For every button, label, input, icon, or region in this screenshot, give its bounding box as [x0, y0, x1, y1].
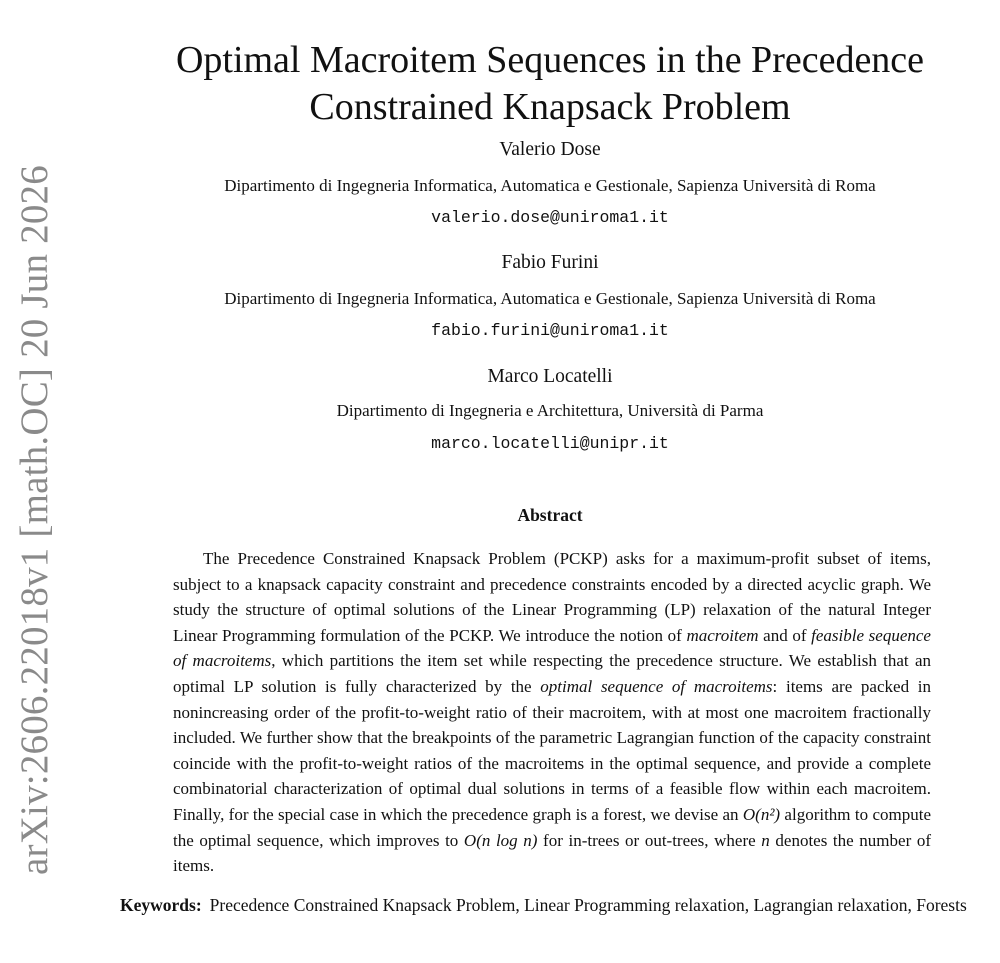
complexity-formula: O(n²)	[742, 804, 781, 824]
paper-title	[120, 37, 980, 131]
author-email: valerio.dose@uniroma1.it	[431, 208, 669, 227]
abstract-text: for in-trees or out-trees, where	[537, 830, 762, 850]
paper-title-line-2: Constrained Knapsack Problem	[309, 86, 791, 129]
abstract-heading: Abstract	[517, 505, 583, 525]
abstract-text: , which partitions the item set while respecting the precedence structure. We establish that an optimal LP solution is fully characterized by the	[173, 651, 931, 696]
keywords-list: Precedence Constrained Knapsack Problem, Linear Programming relaxation, Lagrangian relaxation, Forests	[209, 895, 967, 915]
author-name: Valerio Dose	[499, 139, 601, 160]
author-affiliation: Dipartimento di Ingegneria e Architettura, Università di Parma	[336, 401, 764, 420]
author-email: fabio.furini@uniroma1.it	[431, 321, 669, 340]
author-name: Fabio Furini	[501, 252, 599, 273]
keywords-label: Keywords:	[120, 895, 202, 915]
abstract-text: and of	[758, 625, 812, 645]
abstract-body	[173, 546, 931, 879]
abstract-emphasis: macroitem	[686, 625, 759, 645]
arxiv-identifier-stamp: arXiv:2606.22018v1 [math.OC] 20 Jun 2026	[13, 165, 56, 875]
abstract-text: The Precedence Constrained Knapsack Problem (PCKP) asks for a maximum-profit subset of items, subject to a knapsack capacity constraint and precedence constraints encoded by a directed acyclic graph. We study the structure of optimal solutions of the Linear Programming (LP) relaxation of the natural Integer Linear Programming formulation of the PCKP. We introduce the notion of	[173, 549, 931, 645]
math-variable: n	[761, 830, 770, 850]
abstract-text: algorithm to compute the optimal sequence, which improves to	[173, 804, 932, 850]
author-affiliation: Dipartimento di Ingegneria Informatica, Automatica e Gestionale, Sapienza Università di Roma	[224, 176, 876, 195]
abstract-text: : items are packed in nonincreasing order of the profit-to-weight ratio of their macroitem, with at most one macroitem fractionally included. We further show that the breakpoints of the parametric Lagrangian function of the capacity constraint coincide with the profit-to-weight ratios of the macroitems in the optimal sequence, and provide a complete combinatorial characterization of optimal dual solutions in terms of a feasible flow within each macroitem. Finally, for the special case in which the precedence graph is a forest, we devise an	[173, 676, 931, 824]
keywords-section	[120, 893, 982, 918]
author-email: marco.locatelli@unipr.it	[431, 434, 669, 453]
complexity-formula: O(n log n)	[463, 830, 538, 850]
author-name: Marco Locatelli	[487, 366, 613, 387]
abstract-text: denotes the number of items.	[173, 830, 931, 876]
abstract-emphasis: optimal sequence of macroitems	[540, 676, 773, 696]
abstract-emphasis: feasible sequence of macroitems	[173, 625, 931, 671]
paper-title-line-1: Optimal Macroitem Sequences in the Precedence	[175, 39, 925, 82]
author-affiliation: Dipartimento di Ingegneria Informatica, Automatica e Gestionale, Sapienza Università di Roma	[224, 289, 876, 308]
